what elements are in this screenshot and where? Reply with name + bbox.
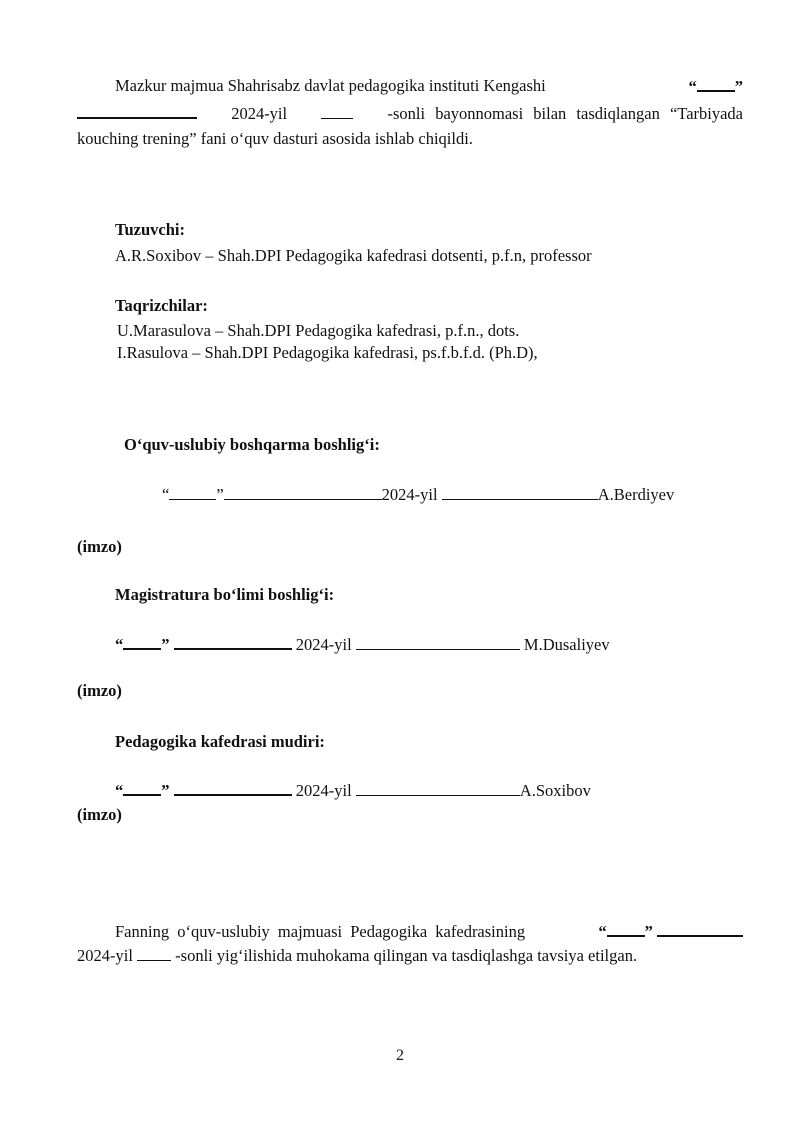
intro-year: 2024-yil <box>231 104 288 123</box>
month-blank <box>174 780 292 796</box>
signature-year: 2024-yil <box>295 781 352 800</box>
footer-year: 2024-yil <box>77 946 133 965</box>
signature-date-line <box>162 485 674 505</box>
author-heading: Tuzuvchi: <box>115 220 185 239</box>
signature-blank <box>442 485 598 500</box>
month-blank <box>224 485 382 500</box>
month-blank <box>174 634 292 650</box>
quote-close: ” <box>216 485 224 504</box>
quote-open: “ <box>598 922 607 941</box>
signature-heading: Magistratura bo‘limi boshlig‘i: <box>115 585 335 604</box>
signature-label: (imzo) <box>77 681 122 700</box>
number-blank <box>137 946 171 961</box>
footer-note-text: Fanning o‘quv-uslubiy majmuasi Pedagogika kafedrasining <box>115 922 526 941</box>
signatory-name: A.Berdiyev <box>597 485 675 504</box>
day-blank <box>123 780 161 796</box>
reviewer-item: U.Marasulova – Shah.DPI Pedagogika kafedrasi, p.f.n., dots. <box>117 321 520 340</box>
quote-open: “ <box>115 781 124 800</box>
intro-date-field <box>689 76 744 97</box>
reviewers-heading: Taqrizchilar: <box>115 296 208 315</box>
signature-heading: O‘quv-uslubiy boshqarma boshlig‘i: <box>124 435 380 454</box>
quote-open: “ <box>688 77 697 96</box>
signature-label: (imzo) <box>77 805 122 824</box>
footer-note-text-2: -sonli yig‘ilishida muhokama qilingan va tasdiqlashga tavsiya etilgan. <box>175 946 638 965</box>
intro-line-2 <box>77 103 743 124</box>
signature-date-line <box>115 634 610 655</box>
signatory-name: A.Soxibov <box>519 781 591 800</box>
month-blank <box>77 103 197 119</box>
quote-open: “ <box>162 485 170 504</box>
intro-line-1-text: Mazkur majmua Shahrisabz davlat pedagogika instituti Kengashi <box>115 76 546 95</box>
day-blank <box>123 634 161 650</box>
intro-line-2-text: -sonli bayonnomasi bilan tasdiqlangan “Tarbiyada <box>387 104 743 123</box>
day-blank <box>169 485 216 500</box>
signature-year: 2024-yil <box>381 485 438 504</box>
intro-line-1 <box>115 76 743 97</box>
signature-blank <box>356 635 520 650</box>
reviewer-item: I.Rasulova – Shah.DPI Pedagogika kafedrasi, ps.f.b.f.d. (Ph.D), <box>117 343 538 362</box>
quote-close: ” <box>161 781 170 800</box>
signature-label: (imzo) <box>77 537 122 556</box>
page-number: 2 <box>396 1047 404 1064</box>
footer-note-line-2 <box>77 946 637 966</box>
month-blank <box>657 921 743 937</box>
day-blank <box>607 921 645 937</box>
footer-note-line-1 <box>115 921 743 942</box>
signatory-name: M.Dusaliyev <box>523 635 610 654</box>
intro-line-3: kouching trening” fani o‘quv dasturi asosida ishlab chiqildi. <box>77 129 473 148</box>
author-line: A.R.Soxibov – Shah.DPI Pedagogika kafedrasi dotsenti, p.f.n, professor <box>115 246 592 265</box>
signature-heading: Pedagogika kafedrasi mudiri: <box>115 732 325 751</box>
quote-close: ” <box>734 77 743 96</box>
signature-year: 2024-yil <box>295 635 352 654</box>
signature-date-line <box>115 780 591 801</box>
quote-close: ” <box>161 635 170 654</box>
quote-close: ” <box>644 922 653 941</box>
quote-open: “ <box>115 635 124 654</box>
number-blank <box>321 104 353 119</box>
footer-date-field <box>598 921 743 942</box>
signature-blank <box>356 781 520 796</box>
day-blank <box>697 76 735 92</box>
